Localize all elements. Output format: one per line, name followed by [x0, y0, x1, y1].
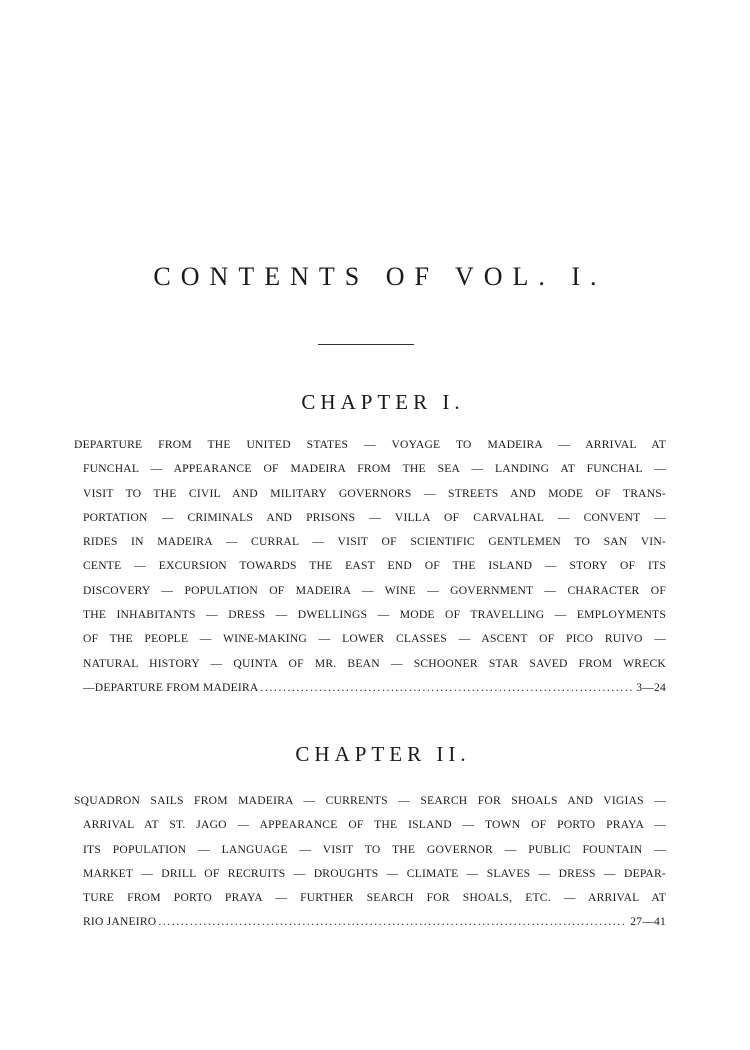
chapter-2-heading: CHAPTER II.: [295, 742, 471, 766]
synopsis-line: DISCOVERY — POPULATION OF MADEIRA — WINE — GOVERNMENT — CHARACTER OF: [83, 583, 666, 597]
page-range: 3—24: [636, 680, 666, 694]
synopsis-line: FUNCHAL — APPEARANCE OF MADEIRA FROM THE SEA — LANDING AT FUNCHAL —: [83, 462, 666, 476]
synopsis-line: OF THE PEOPLE — WINE-MAKING — LOWER CLASSES — ASCENT OF PICO RUIVO —: [83, 632, 666, 646]
synopsis-line: ARRIVAL AT ST. JAGO — APPEARANCE OF THE ISLAND — TOWN OF PORTO PRAYA —: [83, 818, 666, 832]
synopsis-line: ITS POPULATION — LANGUAGE — VISIT TO THE GOVERNOR — PUBLIC FOUNTAIN —: [83, 842, 666, 856]
synopsis-line: RIDES IN MADEIRA — CURRAL — VISIT OF SCIENTIFIC GENTLEMEN TO SAN VIN-: [83, 535, 666, 549]
synopsis-line: DEPARTURE FROM THE UNITED STATES — VOYAGE TO MADEIRA — ARRIVAL AT: [74, 438, 666, 451]
synopsis-line: THE INHABITANTS — DRESS — DWELLINGS — MODE OF TRAVELLING — EMPLOYMENTS: [83, 608, 666, 622]
synopsis-line-end: RIO JANEIRO: [83, 915, 157, 929]
title-divider: [318, 344, 414, 345]
dot-leader: [260, 676, 632, 700]
synopsis-line: NATURAL HISTORY — QUINTA OF MR. BEAN — SCHOONER STAR SAVED FROM WRECK: [83, 656, 666, 670]
chapter-2-synopsis: [74, 789, 666, 935]
page-range: 27—41: [630, 915, 666, 929]
chapter-1-heading: CHAPTER I.: [301, 390, 465, 414]
synopsis-last-line: [74, 676, 666, 700]
synopsis-line: CENTE — EXCURSION TOWARDS THE EAST END OF THE ISLAND — STORY OF ITS: [83, 559, 666, 573]
synopsis-line: SQUADRON SAILS FROM MADEIRA — CURRENTS — SEARCH FOR SHOALS AND VIGIAS —: [74, 794, 666, 807]
synopsis-line-end: —DEPARTURE FROM MADEIRA: [83, 680, 259, 694]
dot-leader: [158, 910, 626, 934]
page-title: CONTENTS OF VOL. I.: [153, 262, 607, 291]
chapter-1-synopsis: [74, 433, 666, 700]
synopsis-line: MARKET — DRILL OF RECRUITS — DROUGHTS — CLIMATE — SLAVES — DRESS — DEPAR-: [83, 866, 666, 880]
synopsis-line: TURE FROM PORTO PRAYA — FURTHER SEARCH FOR SHOALS, ETC. — ARRIVAL AT: [83, 891, 666, 905]
synopsis-last-line: [74, 910, 666, 934]
synopsis-line: PORTATION — CRIMINALS AND PRISONS — VILLA OF CARVALHAL — CONVENT —: [83, 510, 666, 524]
synopsis-line: VISIT TO THE CIVIL AND MILITARY GOVERNORS — STREETS AND MODE OF TRANS-: [83, 486, 666, 500]
